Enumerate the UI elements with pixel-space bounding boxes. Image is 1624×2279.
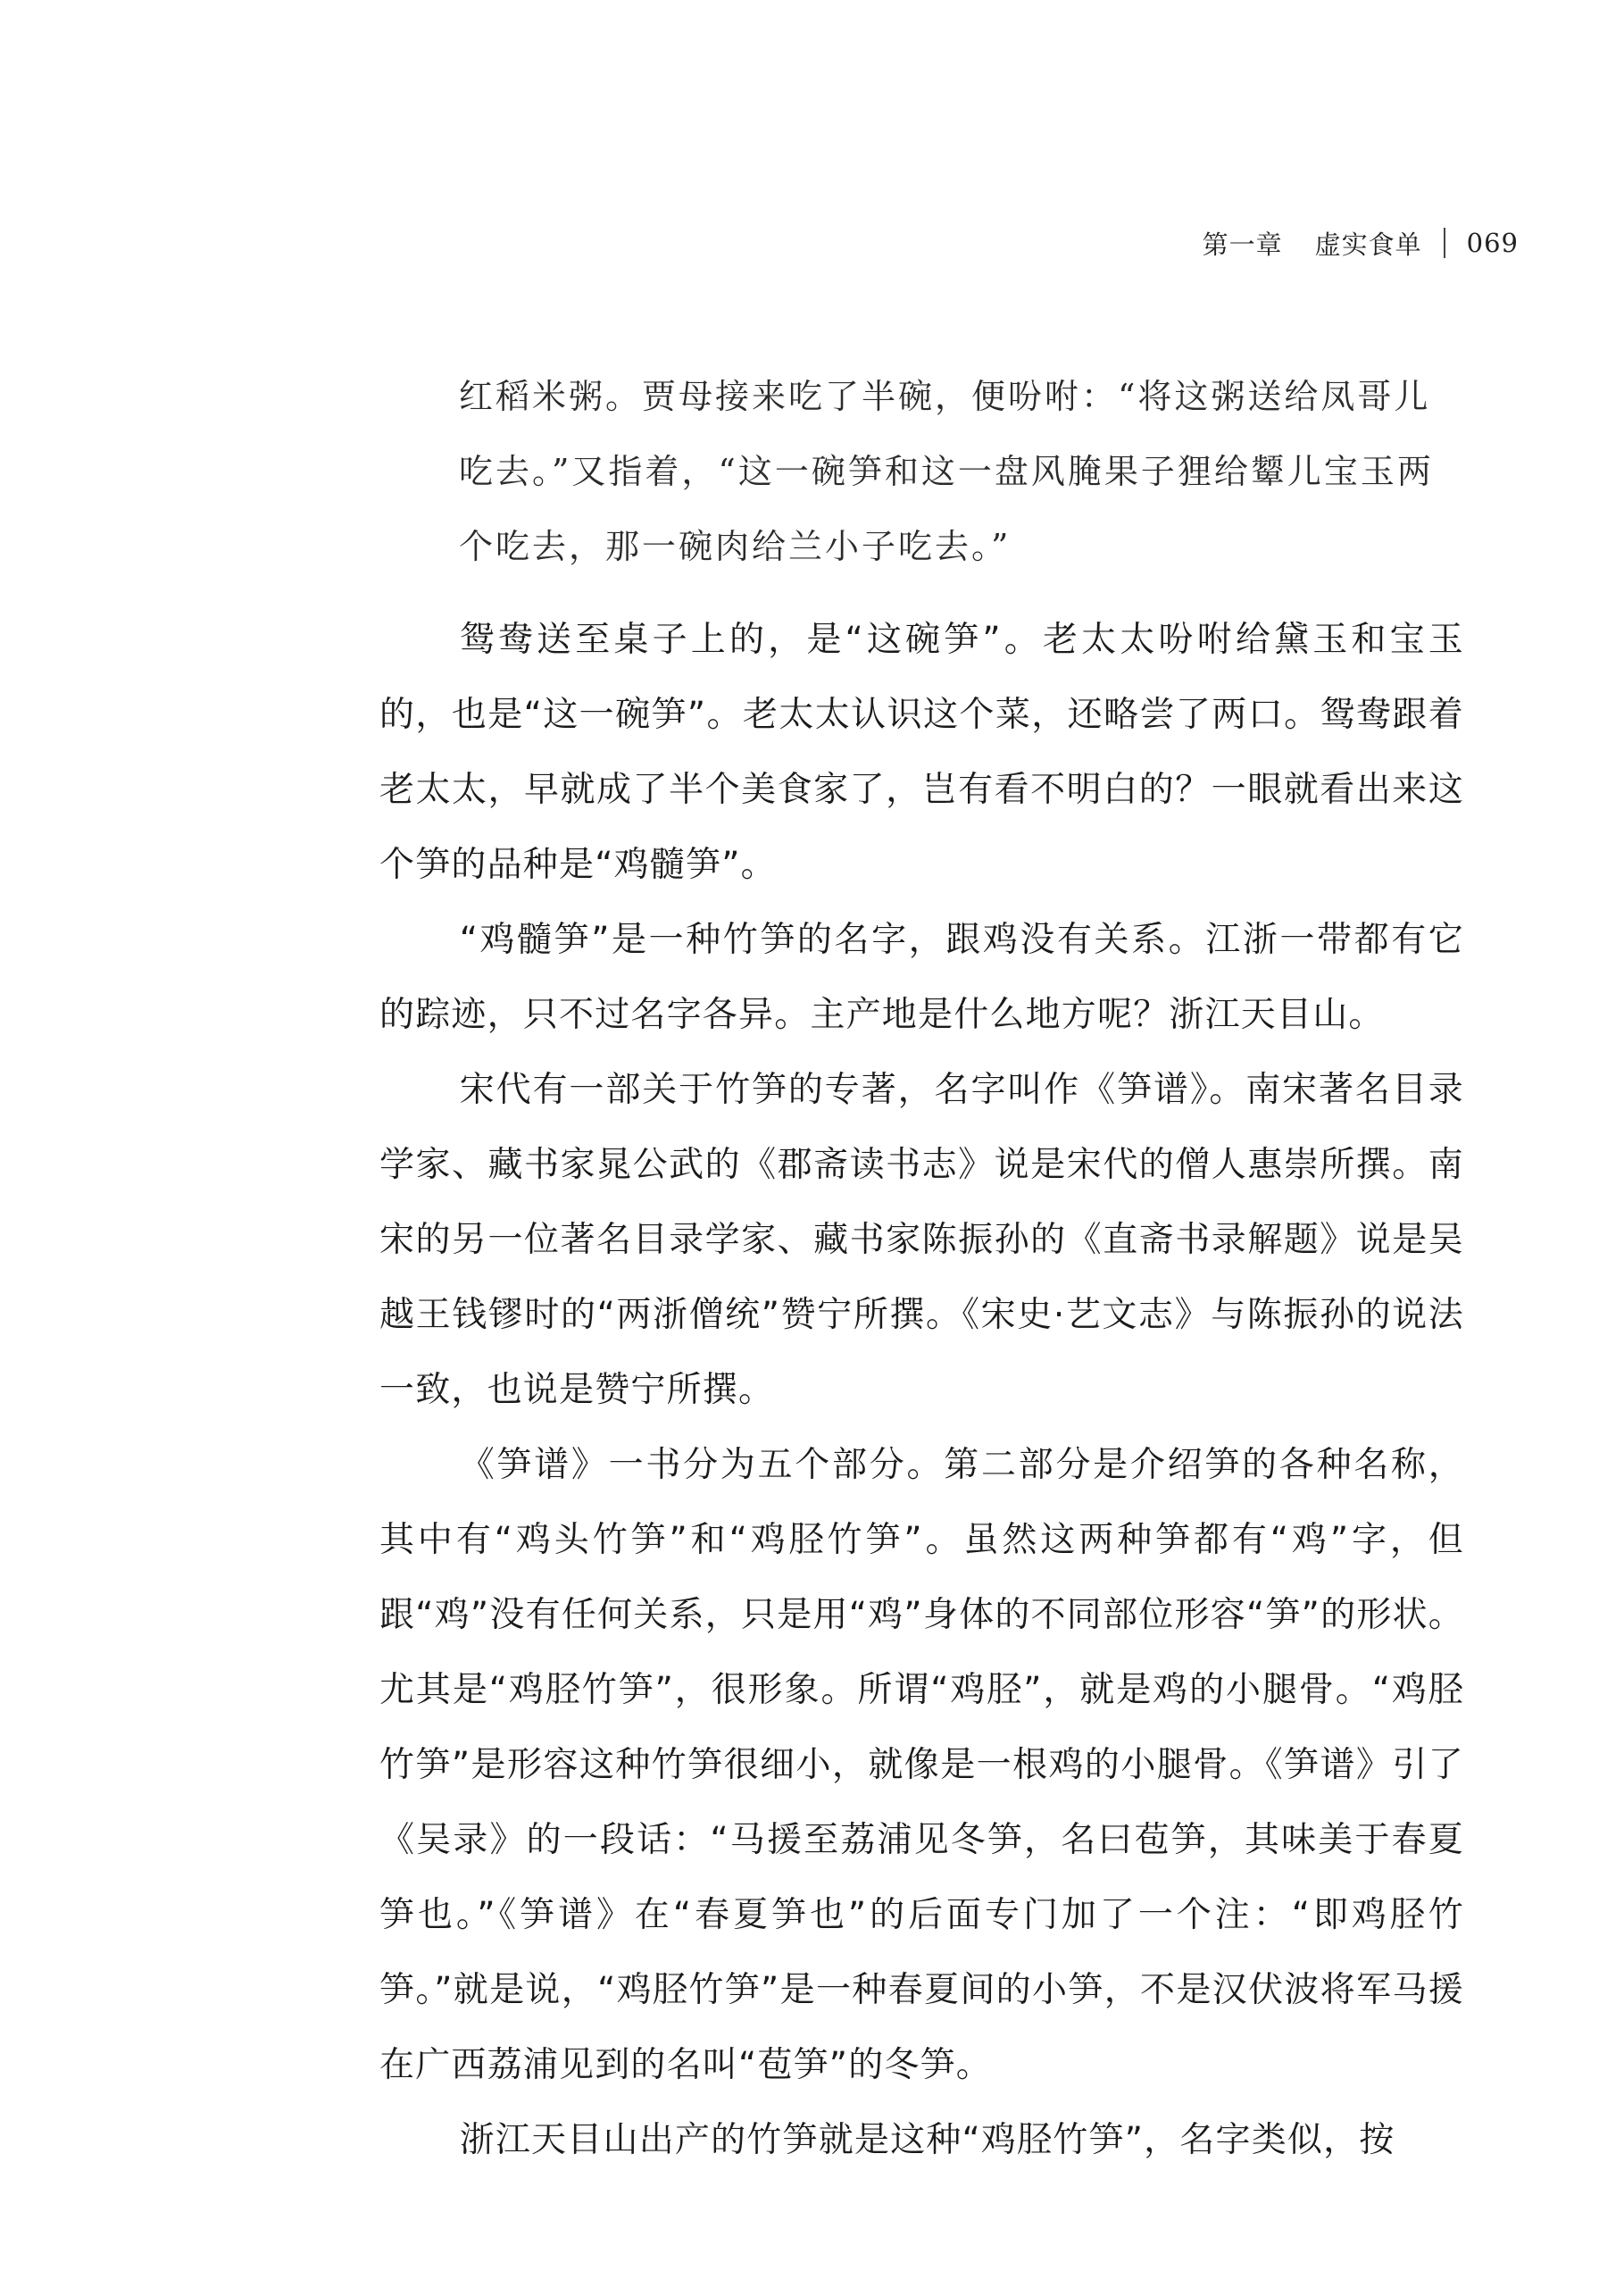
- quote-line: 个吃去，那一碗肉给兰小子吃去。”: [459, 527, 1012, 566]
- quote-line: 红稻米粥。贾母接来吃了半碗，便吩咐：“将这粥送给凤哥儿: [459, 377, 1431, 416]
- paragraph: 《笋谱》一书分为五个部分。第二部分是介绍笋的各种名称，其中有“鸡头竹笋”和“鸡胫竹笋”。虽然这两种笋都有“鸡”字，但跟“鸡”没有任何关系，只是用“鸡”身体的不同部位形容“笋”的形状。尤其是“鸡胫竹笋”，很形象。所谓“鸡胫”，就是鸡的小腿骨。“鸡胫竹笋”是形容这种竹笋很细小，就像是一根鸡的小腿骨。《笋谱》引了《吴录》的一段话：“马援至荔浦见冬笋，名曰苞笋，其味美于春夏笋也。”《笋谱》在“春夏笋也”的后面专门加了一个注：“即鸡胫竹笋。”就是说，“鸡胫竹笋”是一种春夏间的小笋，不是汉伏波将军马援在广西荔浦见到的名叫“苞笋”的冬笋。: [379, 1445, 1464, 2085]
- paragraph: 浙江天目山出产的竹笋就是这种“鸡胫竹笋”，名字类似，按: [459, 2120, 1395, 2160]
- paragraph: “鸡髓笋”是一种竹笋的名字，跟鸡没有关系。江浙一带都有它的踪迹，只不过名字各异。主产地是什么地方呢？浙江天目山。: [379, 920, 1464, 1035]
- quoted-passage: [459, 359, 1459, 584]
- page-number: 069: [1466, 228, 1519, 258]
- chapter-number: 第一章: [1202, 229, 1283, 260]
- quote-line: 吃去。”又指着，“这一碗笋和这一盘风腌果子狸给颦儿宝玉两: [459, 452, 1434, 491]
- paragraph: 鸳鸯送至桌子上的，是“这碗笋”。老太太吩咐给黛玉和宝玉的，也是“这一碗笋”。老太太认识这个菜，还略尝了两口。鸳鸯跟着老太太，早就成了半个美食家了，岂有看不明白的？一眼就看出来这个笋的品种是“鸡髓笋”。: [379, 620, 1464, 885]
- chapter-title: 虚实食单: [1314, 229, 1422, 260]
- running-header: [1203, 223, 1519, 263]
- paragraph: 宋代有一部关于竹笋的专著，名字叫作《笋谱》。南宋著名目录学家、藏书家晁公武的《郡斋读书志》说是宋代的僧人惠崇所撰。南宋的另一位著名目录学家、藏书家陈振孙的《直斋书录解题》说是吴越王钱镠时的“两浙僧统”赞宁所撰。《宋史·艺文志》与陈振孙的说法一致，也说是赞宁所撰。: [379, 1070, 1464, 1410]
- header-divider: [1444, 228, 1445, 258]
- body-text: [379, 603, 1464, 2178]
